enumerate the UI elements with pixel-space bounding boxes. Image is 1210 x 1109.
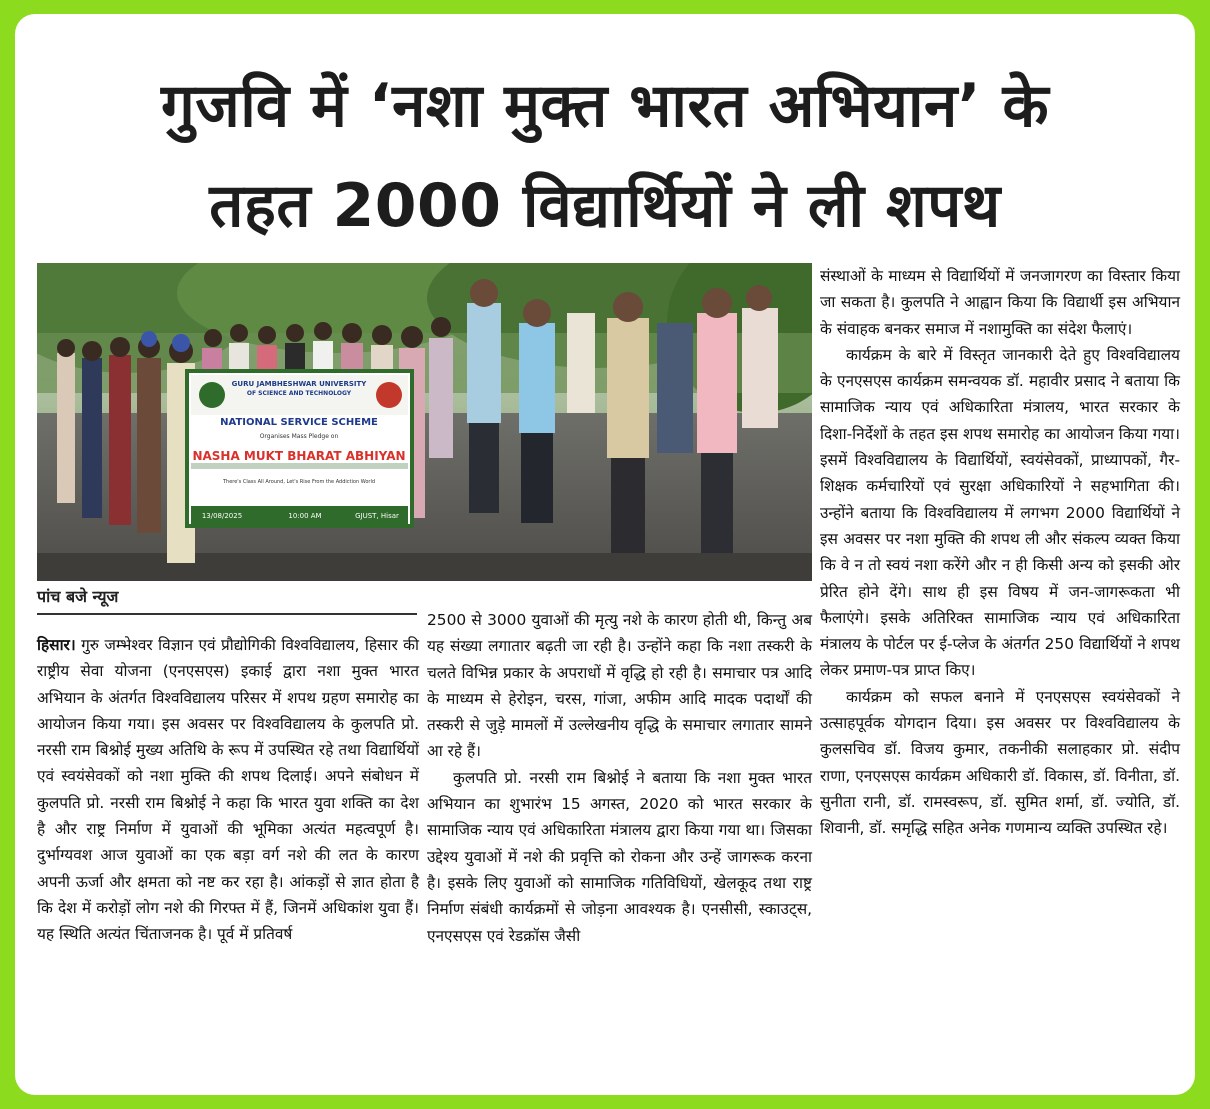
column-2-paragraph-2: कुलपति प्रो. नरसी राम बिश्नोई ने बताया कि नशा मुक्त भारत अभियान का शुभारंभ 15 अगस्त, 2020 को भारत सरकार के सामाजिक न्याय एवं अधिकारिता मंत्रालय द्वारा किया गया था। जिसका उद्देश्य युवाओं में नशे की प्रवृत्ति को रोकना और उन्हें जागरूक करना है। इसके लिए युवाओं को सामाजिक गतिविधियों, खेलकूद तथा राष्ट्र निर्माण संबंधी कार्यक्रमों से जोड़ना आवश्यक है। एनसीसी, स्काउट्स, एनएसएस एवं रेडक्रॉस जैसी [427, 768, 812, 945]
dateline: हिसार। [37, 636, 76, 654]
byline: पांच बजे न्यूज [37, 585, 417, 615]
banner-campaign: NASHA MUKT BHARAT ABHIYAN [192, 449, 406, 463]
banner-time: 10:00 AM [288, 512, 322, 520]
banner-date: 13/08/2025 [201, 512, 243, 520]
banner-scheme: NATIONAL SERVICE SCHEME [220, 417, 378, 428]
headline-line-2: तहत 2000 विद्यार्थियों ने ली शपथ [209, 171, 1001, 241]
newspaper-clipping [15, 14, 1195, 1095]
banner-venue: GJUST, Hisar [355, 512, 399, 520]
banner-organises: Organises Mass Pledge on [259, 433, 339, 440]
nss-banner [187, 371, 412, 526]
column-3-paragraph-2: कार्यक्रम के बारे में विस्तृत जानकारी देते हुए विश्वविद्यालय के एनएसएस कार्यक्रम समन्वयक डॉ. महावीर प्रसाद ने बताया कि सामाजिक न्याय एवं अधिकारिता मंत्रालय, भारत सरकार के दिशा-निर्देशों के तहत इस शपथ समारोह का आयोजन किया गया। इसमें विश्वविद्यालय के विद्यार्थियों, स्वयंसेवकों, प्राध्यापकों, गैर-शिक्षक कर्मचारियों एवं सुरक्षा अधिकारियों ने सहभागिता की। उन्होंने बताया कि विश्वविद्यालय में लगभग 2000 विद्यार्थियों ने इस अवसर पर नशा मुक्ति की शपथ ली और संकल्प व्यक्त किया कि वे न तो स्वयं नशा करेंगे और न ही किसी अन्य को इसकी ओर प्रेरित होने देंगे। साथ ही इस विषय में जन-जागरूकता भी फैलाएंगे। इसके अतिरिक्त सामाजिक न्याय एवं अधिकारिता मंत्रालय के पोर्टल पर ई-प्लेज के अंतर्गत 250 विद्यार्थियों ने शपथ लेकर प्रमाण-पत्र प्राप्त किए। [820, 345, 1180, 680]
event-photo [37, 263, 812, 581]
article-column-2 [427, 607, 812, 949]
photo-illustration [37, 263, 812, 581]
article-paragraph [37, 632, 419, 948]
banner-university-2: OF SCIENCE AND TECHNOLOGY [246, 390, 352, 397]
column-3-paragraph-1: संस्थाओं के माध्यम से विद्यार्थियों में जनजागरण का विस्तार किया जा सकता है। कुलपति ने आह्वान किया कि विद्यार्थी इस अभियान के संवाहक बनकर समाज में नशामुक्ति का संदेश फैलाएं। [820, 267, 1180, 338]
column-2-paragraph-1: 2500 से 3000 युवाओं की मृत्यु नशे के कारण होती थी, किन्तु अब यह संख्या लगातार बढ़ती जा रही है। उन्होंने कहा कि नशा तस्करी के चलते विभिन्न प्रकार के अपराधों में वृद्धि हो रही है। समाचार पत्र आदि के माध्यम से हेरोइन, चरस, गांजा, अफीम आदि मादक पदार्थों की तस्करी से जुड़े मामलों में उल्लेखनीय वृद्धि के समाचार लगातार सामने आ रहे हैं। [427, 611, 812, 761]
article-column-3 [820, 263, 1180, 842]
article-column-1 [37, 632, 419, 948]
banner-university: GURU JAMBHESHWAR UNIVERSITY [231, 380, 367, 388]
column-3-paragraph-3: कार्यक्रम को सफल बनाने में एनएसएस स्वयंसेवकों ने उत्साहपूर्वक योगदान दिया। इस अवसर पर विश्वविद्यालय के कुलसचिव डॉ. विजय कुमार, तकनीकी सलाहकार प्रो. संदीप राणा, एनएसएस कार्यक्रम अधिकारी डॉ. विकास, डॉ. विनीता, डॉ. सुनीता रानी, डॉ. रामस्वरूप, डॉ. सुमित शर्मा, डॉ. ज्योति, डॉ. शिवानी, डॉ. समृद्धि सहित अनेक गणमान्य व्यक्ति उपस्थित रहे। [820, 687, 1180, 838]
headline [15, 56, 1195, 256]
headline-line-1: गुजवि में ‘नशा मुक्त भारत अभियान’ के [160, 71, 1050, 141]
banner-slogan: There's Class All Around, Let's Rise From the Addiction World [222, 479, 376, 485]
column-1-paragraph-1: गुरु जम्भेश्वर विज्ञान एवं प्रौद्योगिकी विश्वविद्यालय, हिसार की राष्ट्रीय सेवा योजना (एनएसएस) इकाई द्वारा नशा मुक्त भारत अभियान के अंतर्गत विश्वविद्यालय परिसर में शपथ ग्रहण समारोह का आयोजन किया गया। इस अवसर पर विश्वविद्यालय के कुलपति प्रो. नरसी राम बिश्नोई मुख्य अतिथि के रूप में उपस्थित रहे तथा विद्यार्थियों एवं स्वयंसेवकों को नशा मुक्ति की शपथ दिलाई। अपने संबोधन में कुलपति प्रो. नरसी राम बिश्नोई ने कहा कि भारत युवा शक्ति का देश है और राष्ट्र निर्माण में युवाओं की भूमिका अत्यंत महत्वपूर्ण है। दुर्भाग्यवश आज युवाओं का एक बड़ा वर्ग नशे की लत के कारण अपनी ऊर्जा और क्षमता को नष्ट कर रहा है। आंकड़ों से ज्ञात होता है कि देश में करोड़ों लोग नशे की गिरफ्त में हैं, जिनमें अधिकांश युवा हैं। यह स्थिति अत्यंत चिंताजनक है। पूर्व में प्रतिवर्ष [37, 636, 419, 944]
